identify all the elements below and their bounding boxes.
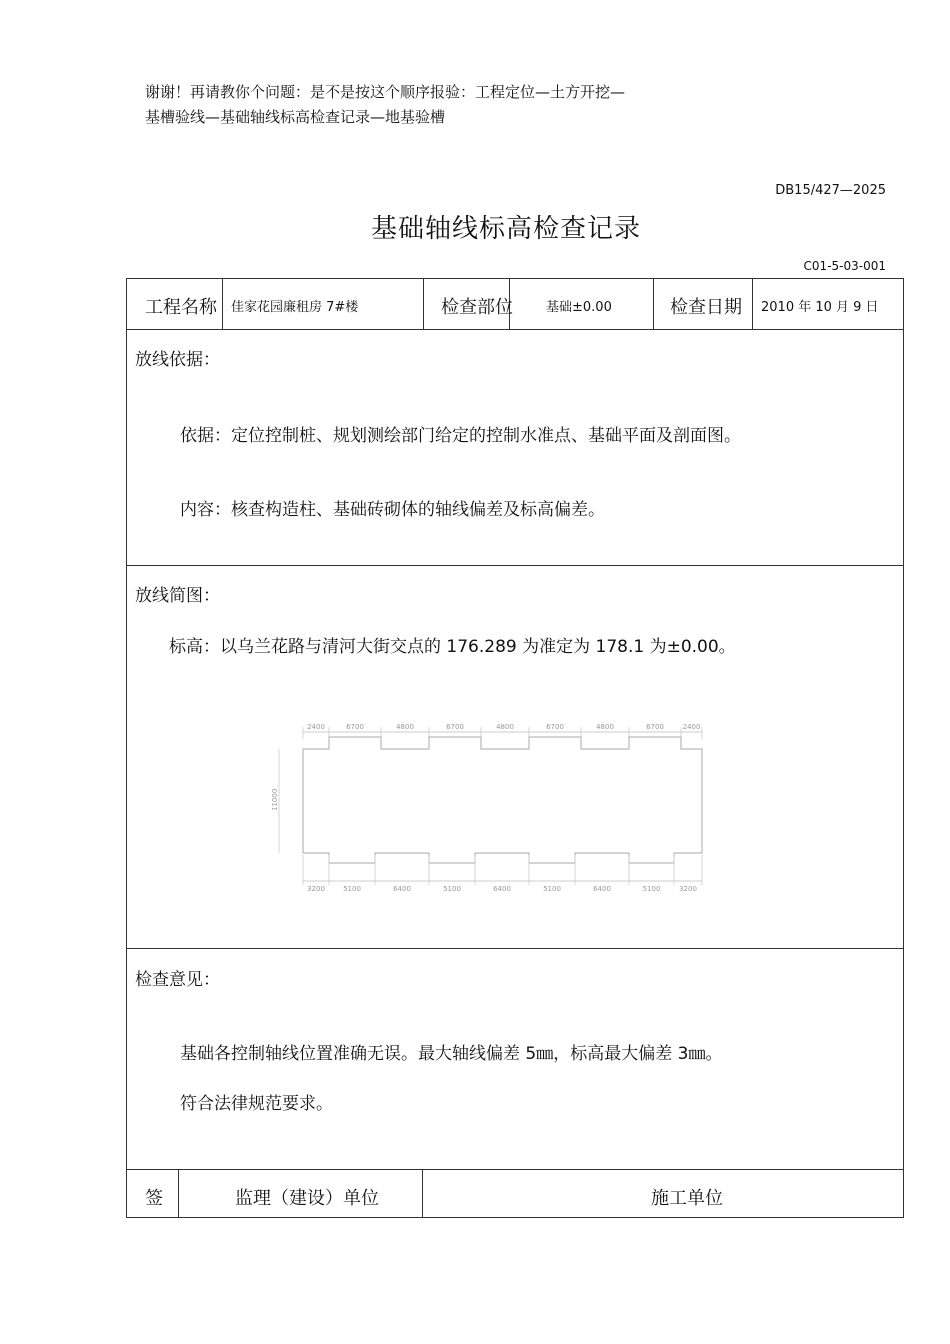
basis-heading: 放线依据：	[135, 350, 220, 370]
standard-number: DB15/427—2025	[775, 183, 886, 198]
sign-label: 签	[145, 1188, 163, 1209]
top-dim-label: 2400	[307, 723, 325, 731]
inspection-date-label: 检查日期	[670, 297, 742, 318]
row-divider	[127, 329, 903, 330]
inspection-date-value: 2010 年 10 月 9 日	[761, 300, 879, 315]
top-dim-label: 4800	[596, 723, 614, 731]
top-dim-label: 6700	[546, 723, 564, 731]
bottom-dim-label: 5100	[642, 885, 661, 893]
side-dim-label: 11000	[271, 788, 279, 811]
bottom-dim-label: 5100	[343, 885, 361, 893]
bottom-dim-ticks	[303, 855, 702, 885]
col-divider	[752, 279, 753, 329]
opinion-line-2: 符合法律规范要求。	[180, 1094, 333, 1114]
bottom-dim-label: 5100	[443, 885, 461, 893]
basis-line-2: 内容：核查构造柱、基础砖砌体的轴线偏差及标高偏差。	[180, 500, 605, 520]
top-dim-labels	[307, 723, 700, 731]
bottom-dim-labels	[307, 885, 697, 893]
bottom-dim-label: 5100	[543, 885, 561, 893]
bottom-dim-label: 6400	[493, 885, 511, 893]
top-dim-label: 6700	[646, 723, 664, 731]
inspection-part-value: 基础±0.00	[546, 300, 612, 315]
col-divider	[222, 279, 223, 329]
bottom-dim-label: 6400	[393, 885, 411, 893]
col-divider	[423, 279, 424, 329]
row-divider	[127, 948, 903, 949]
top-dim-label: 4800	[396, 723, 414, 731]
contractor-unit-label: 施工单位	[651, 1188, 723, 1209]
project-name-value: 佳家花园廉租房 7#楼	[231, 300, 359, 315]
intro-line-1: 谢谢！再请教你个问题：是不是按这个顺序报验：工程定位—土方开挖—	[145, 83, 626, 101]
bottom-dim-label: 6400	[593, 885, 611, 893]
col-divider	[653, 279, 654, 329]
form-code: C01-5-03-001	[803, 259, 886, 273]
opinion-line-1: 基础各控制轴线位置准确无误。最大轴线偏差 5㎜，标高最大偏差 3㎜。	[180, 1044, 723, 1064]
sketch-heading: 放线简图：	[135, 586, 220, 606]
project-name-label: 工程名称	[145, 297, 217, 318]
opinion-heading: 检查意见：	[135, 970, 220, 990]
top-dim-label: 6700	[346, 723, 364, 731]
intro-line-2: 基槽验线—基础轴线标高检查记录—地基验槽	[145, 108, 446, 126]
col-divider	[178, 1169, 179, 1218]
page-title: 基础轴线标高检查记录	[370, 214, 641, 244]
elevation-note: 标高：以乌兰花路与清河大街交点的 176.289 为准定为 178.1 为±0.00。	[169, 637, 736, 657]
inspection-part-label: 检查部位	[441, 297, 513, 318]
bottom-dim-label: 3200	[307, 885, 325, 893]
inspection-table	[126, 278, 904, 1218]
layout-sketch	[247, 715, 717, 895]
top-dim-label: 2400	[682, 723, 701, 731]
building-outline	[303, 737, 702, 863]
top-dim-label: 4800	[496, 723, 514, 731]
col-divider	[422, 1169, 423, 1218]
top-dim-label: 6700	[446, 723, 464, 731]
basis-line-1: 依据：定位控制桩、规划测绘部门给定的控制水准点、基础平面及剖面图。	[180, 426, 741, 446]
row-divider	[127, 1169, 903, 1170]
bottom-dim-label: 3200	[679, 885, 697, 893]
row-divider	[127, 565, 903, 566]
supervisor-unit-label: 监理（建设）单位	[235, 1188, 379, 1209]
